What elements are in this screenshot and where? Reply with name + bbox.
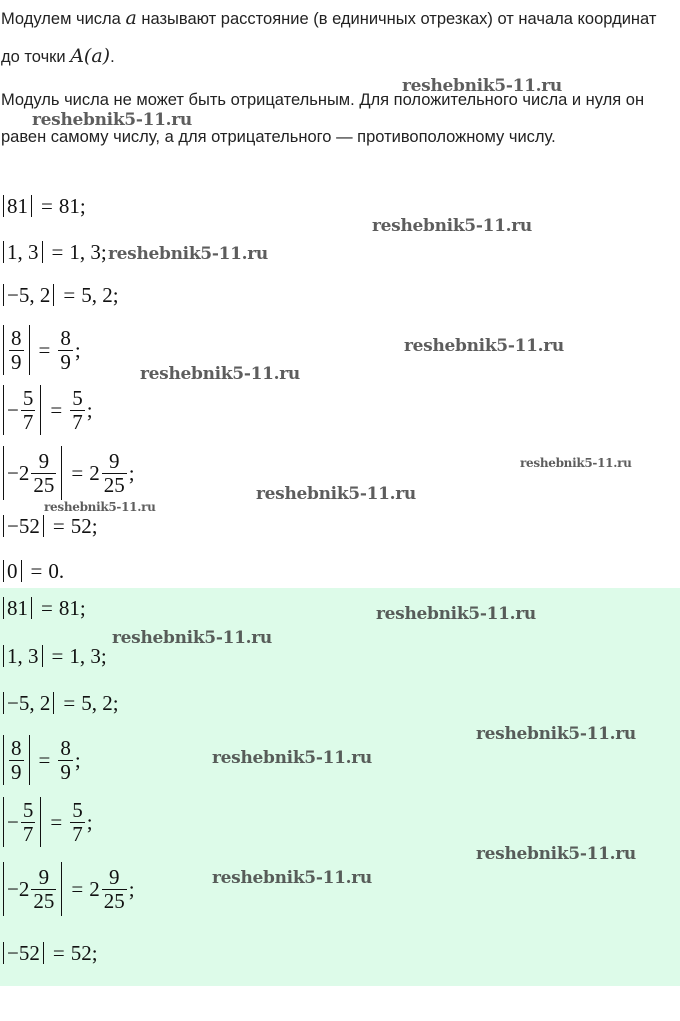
watermark: reshebnik5-11.ru (256, 484, 416, 504)
definition-text: Модулем числа (1, 10, 126, 28)
watermark: reshebnik5-11.ru (404, 336, 564, 356)
example-4: $\frac{8}{9}$ = $\frac{8}{9}$ ; (0, 325, 81, 375)
watermark: reshebnik5-11.ru (32, 110, 192, 130)
example-5: − $\frac{5}{7}$ = $\frac{5}{7}$ ; (0, 385, 93, 435)
watermark: reshebnik5-11.ru (476, 724, 636, 744)
watermark: reshebnik5-11.ru (112, 628, 272, 648)
answer-3: −5, 2 = 5, 2; (0, 683, 119, 723)
watermark: reshebnik5-11.ru (402, 76, 562, 96)
answer-2: 1, 3 = 1, 3; (0, 636, 107, 676)
variable-a: a (125, 7, 137, 29)
example-7: −52 = 52; (0, 506, 98, 546)
answer-6: −2 $\frac{9}{25}$ = 2 $\frac{9}{25}$ ; (0, 862, 135, 916)
answer-7: −52 = 52; (0, 933, 98, 973)
watermark: reshebnik5-11.ru (212, 868, 372, 888)
example-2: 1, 3 = 1, 3; (0, 232, 107, 272)
rule-paragraph: Модуль числа не может быть отрицательным. Для положительного числа и нуля он равен самому числу, а для отрицательного — противоположному числу. (1, 91, 645, 146)
watermark: reshebnik5-11.ru (212, 748, 372, 768)
answer-1: 81 = 81; (0, 588, 86, 628)
watermark: reshebnik5-11.ru (372, 216, 532, 236)
example-3: −5, 2 = 5, 2; (0, 275, 119, 315)
watermark: reshebnik5-11.ru (44, 500, 156, 514)
example-1: 81 = 81; (0, 186, 86, 226)
example-6: −2 $\frac{9}{25}$ = 2 $\frac{9}{25}$ ; (0, 446, 135, 500)
watermark: reshebnik5-11.ru (140, 364, 300, 384)
definition-paragraph (1, 0, 671, 76)
answer-4: $\frac{8}{9}$ = $\frac{8}{9}$ ; (0, 735, 81, 785)
definition-end: . (110, 48, 115, 66)
point-a: A(a) (70, 45, 111, 67)
watermark: reshebnik5-11.ru (376, 604, 536, 624)
watermark: reshebnik5-11.ru (108, 244, 268, 264)
example-8: 0 = 0. (0, 551, 64, 591)
answer-5: − $\frac{5}{7}$ = $\frac{5}{7}$ ; (0, 797, 93, 847)
watermark: reshebnik5-11.ru (476, 844, 636, 864)
definition-text-cont: называют расстояние (в единичных отрезках) от начала координат до точки (1, 10, 657, 66)
watermark: reshebnik5-11.ru (520, 456, 632, 470)
